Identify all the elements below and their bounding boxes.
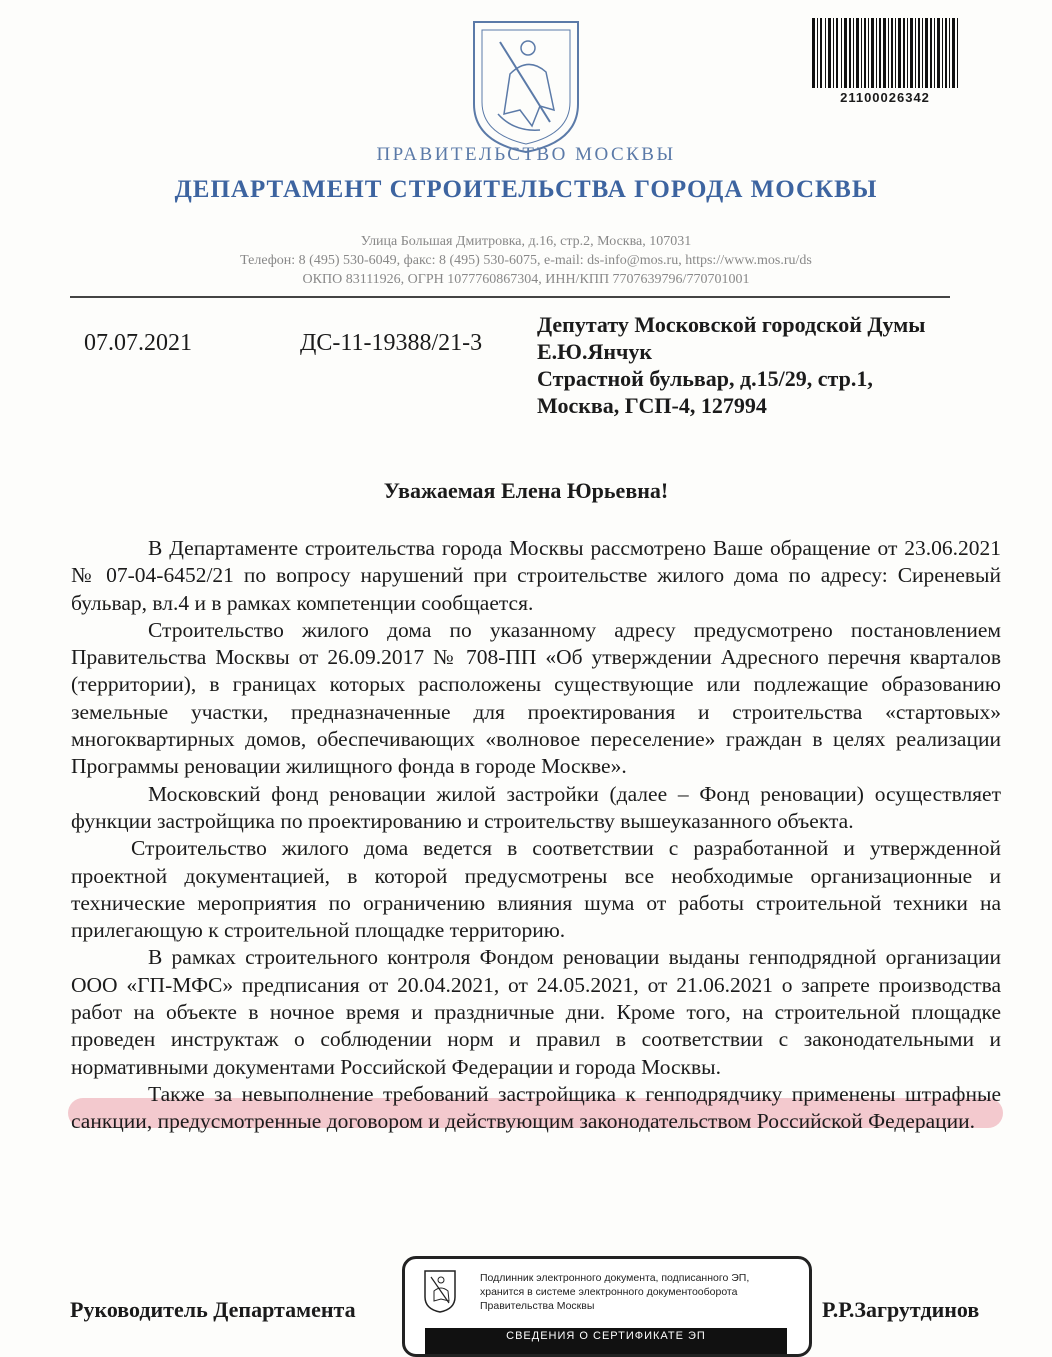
paragraph: Также за невыполнение требований застройщика к генподрядчику применены штрафные санкции, предусмотренные договором и действующим законодательством Российской Федерации. xyxy=(71,1081,1001,1134)
certificate-info-bar: СВЕДЕНИЯ О СЕРТИФИКАТЕ ЭП xyxy=(425,1328,787,1354)
stamp-line: Подлинник электронного документа, подписанного ЭП, xyxy=(480,1272,750,1284)
greeting: Уважаемая Елена Юрьевна! xyxy=(383,478,669,503)
paragraph: В рамках строительного контроля Фондом реновации выданы генподрядной организации ООО «ГП-МФС» предписания от 20.04.2021, от 24.05.2021, от 21.06.2021 о запрете производства работ на объекте в ночное время и праздничные дни. Кроме того, на строительной площадке проведен инструктаж о соблюдении норм и правил в соответствии с законодательными и нормативными документами Российской Федерации и города Москвы. xyxy=(71,945,1001,1079)
moscow-coat-of-arms-icon xyxy=(470,14,582,154)
stamp-text xyxy=(480,1271,749,1313)
document-number: ДС-11-19388/21-3 xyxy=(300,330,483,356)
stamp-line: хранится в системе электронного документооборота xyxy=(480,1286,738,1298)
government-title: ПРАВИТЕЛЬСТВО МОСКВЫ xyxy=(376,144,676,165)
address-line: Улица Большая Дмитровка, д.16, стр.2, Москва, 107031 xyxy=(360,234,692,249)
paragraph: Московский фонд реновации жилой застройки (далее – Фонд реновации) осуществляет функции застройщика по проектированию и строительству вышеуказанного объекта. xyxy=(71,781,1001,833)
letterhead-divider xyxy=(70,296,950,298)
stamp-line: Правительства Москвы xyxy=(480,1300,595,1312)
recipient-position: Депутату Московской городской Думы xyxy=(537,312,926,337)
signatory-position: Руководитель Департамента xyxy=(70,1297,356,1322)
stamp-crest-icon xyxy=(423,1269,457,1313)
recipient-address-line: Страстной бульвар, д.15/29, стр.1, xyxy=(537,366,873,391)
letter-body xyxy=(71,535,1001,1136)
document-date: 07.07.2021 xyxy=(84,330,192,356)
contacts-line: Телефон: 8 (495) 530-6049, факс: 8 (495) 530-6075, e-mail: ds-info@mos.ru, https://www.mos.ru/ds xyxy=(240,253,812,268)
recipient-block xyxy=(537,311,925,419)
recipient-name: Е.Ю.Янчук xyxy=(537,339,653,364)
barcode-number: 21100026342 xyxy=(840,90,930,105)
electronic-signature-stamp xyxy=(402,1256,812,1357)
barcode xyxy=(810,18,960,88)
registration-codes-line: ОКПО 83111926, ОГРН 1077760867304, ИНН/КПП 7707639796/770701001 xyxy=(302,272,750,287)
paragraph: Строительство жилого дома по указанному адресу предусмотрено постановлением Правительства Москвы от 26.09.2017 № 708-ПП «Об утверждении Адресного перечня кварталов (территории), в границах которых расположены существующие или подлежащие образованию земельные участки, предназначенные для проектирования и строительства «стартовых» многоквартирных домов, обеспечивающих «волновое переселение» граждан в целях реализации Программы реновации жилищного фонда в городе Москве». xyxy=(71,617,1001,779)
signatory-name: Р.Р.Загрутдинов xyxy=(822,1297,980,1322)
department-title: ДЕПАРТАМЕНТ СТРОИТЕЛЬСТВА ГОРОДА МОСКВЫ xyxy=(174,176,878,203)
paragraph: В Департаменте строительства города Москвы рассмотрено Ваше обращение от 23.06.2021 № 07-04-6452/21 по вопросу нарушений при строительстве жилого дома по адресу: Сиреневый бульвар, вл.4 и в рамках компетенции сообщается. xyxy=(71,536,1001,615)
recipient-city-line: Москва, ГСП-4, 127994 xyxy=(537,393,767,418)
paragraph: Строительство жилого дома ведется в соответствии с разработанной и утвержденной проектной документацией, в которой предусмотрены все необходимые организационные и технические мероприятия по ограничению влияния шума от работы строительной техники на прилегающую к строительной площадке территорию. xyxy=(71,836,1001,943)
